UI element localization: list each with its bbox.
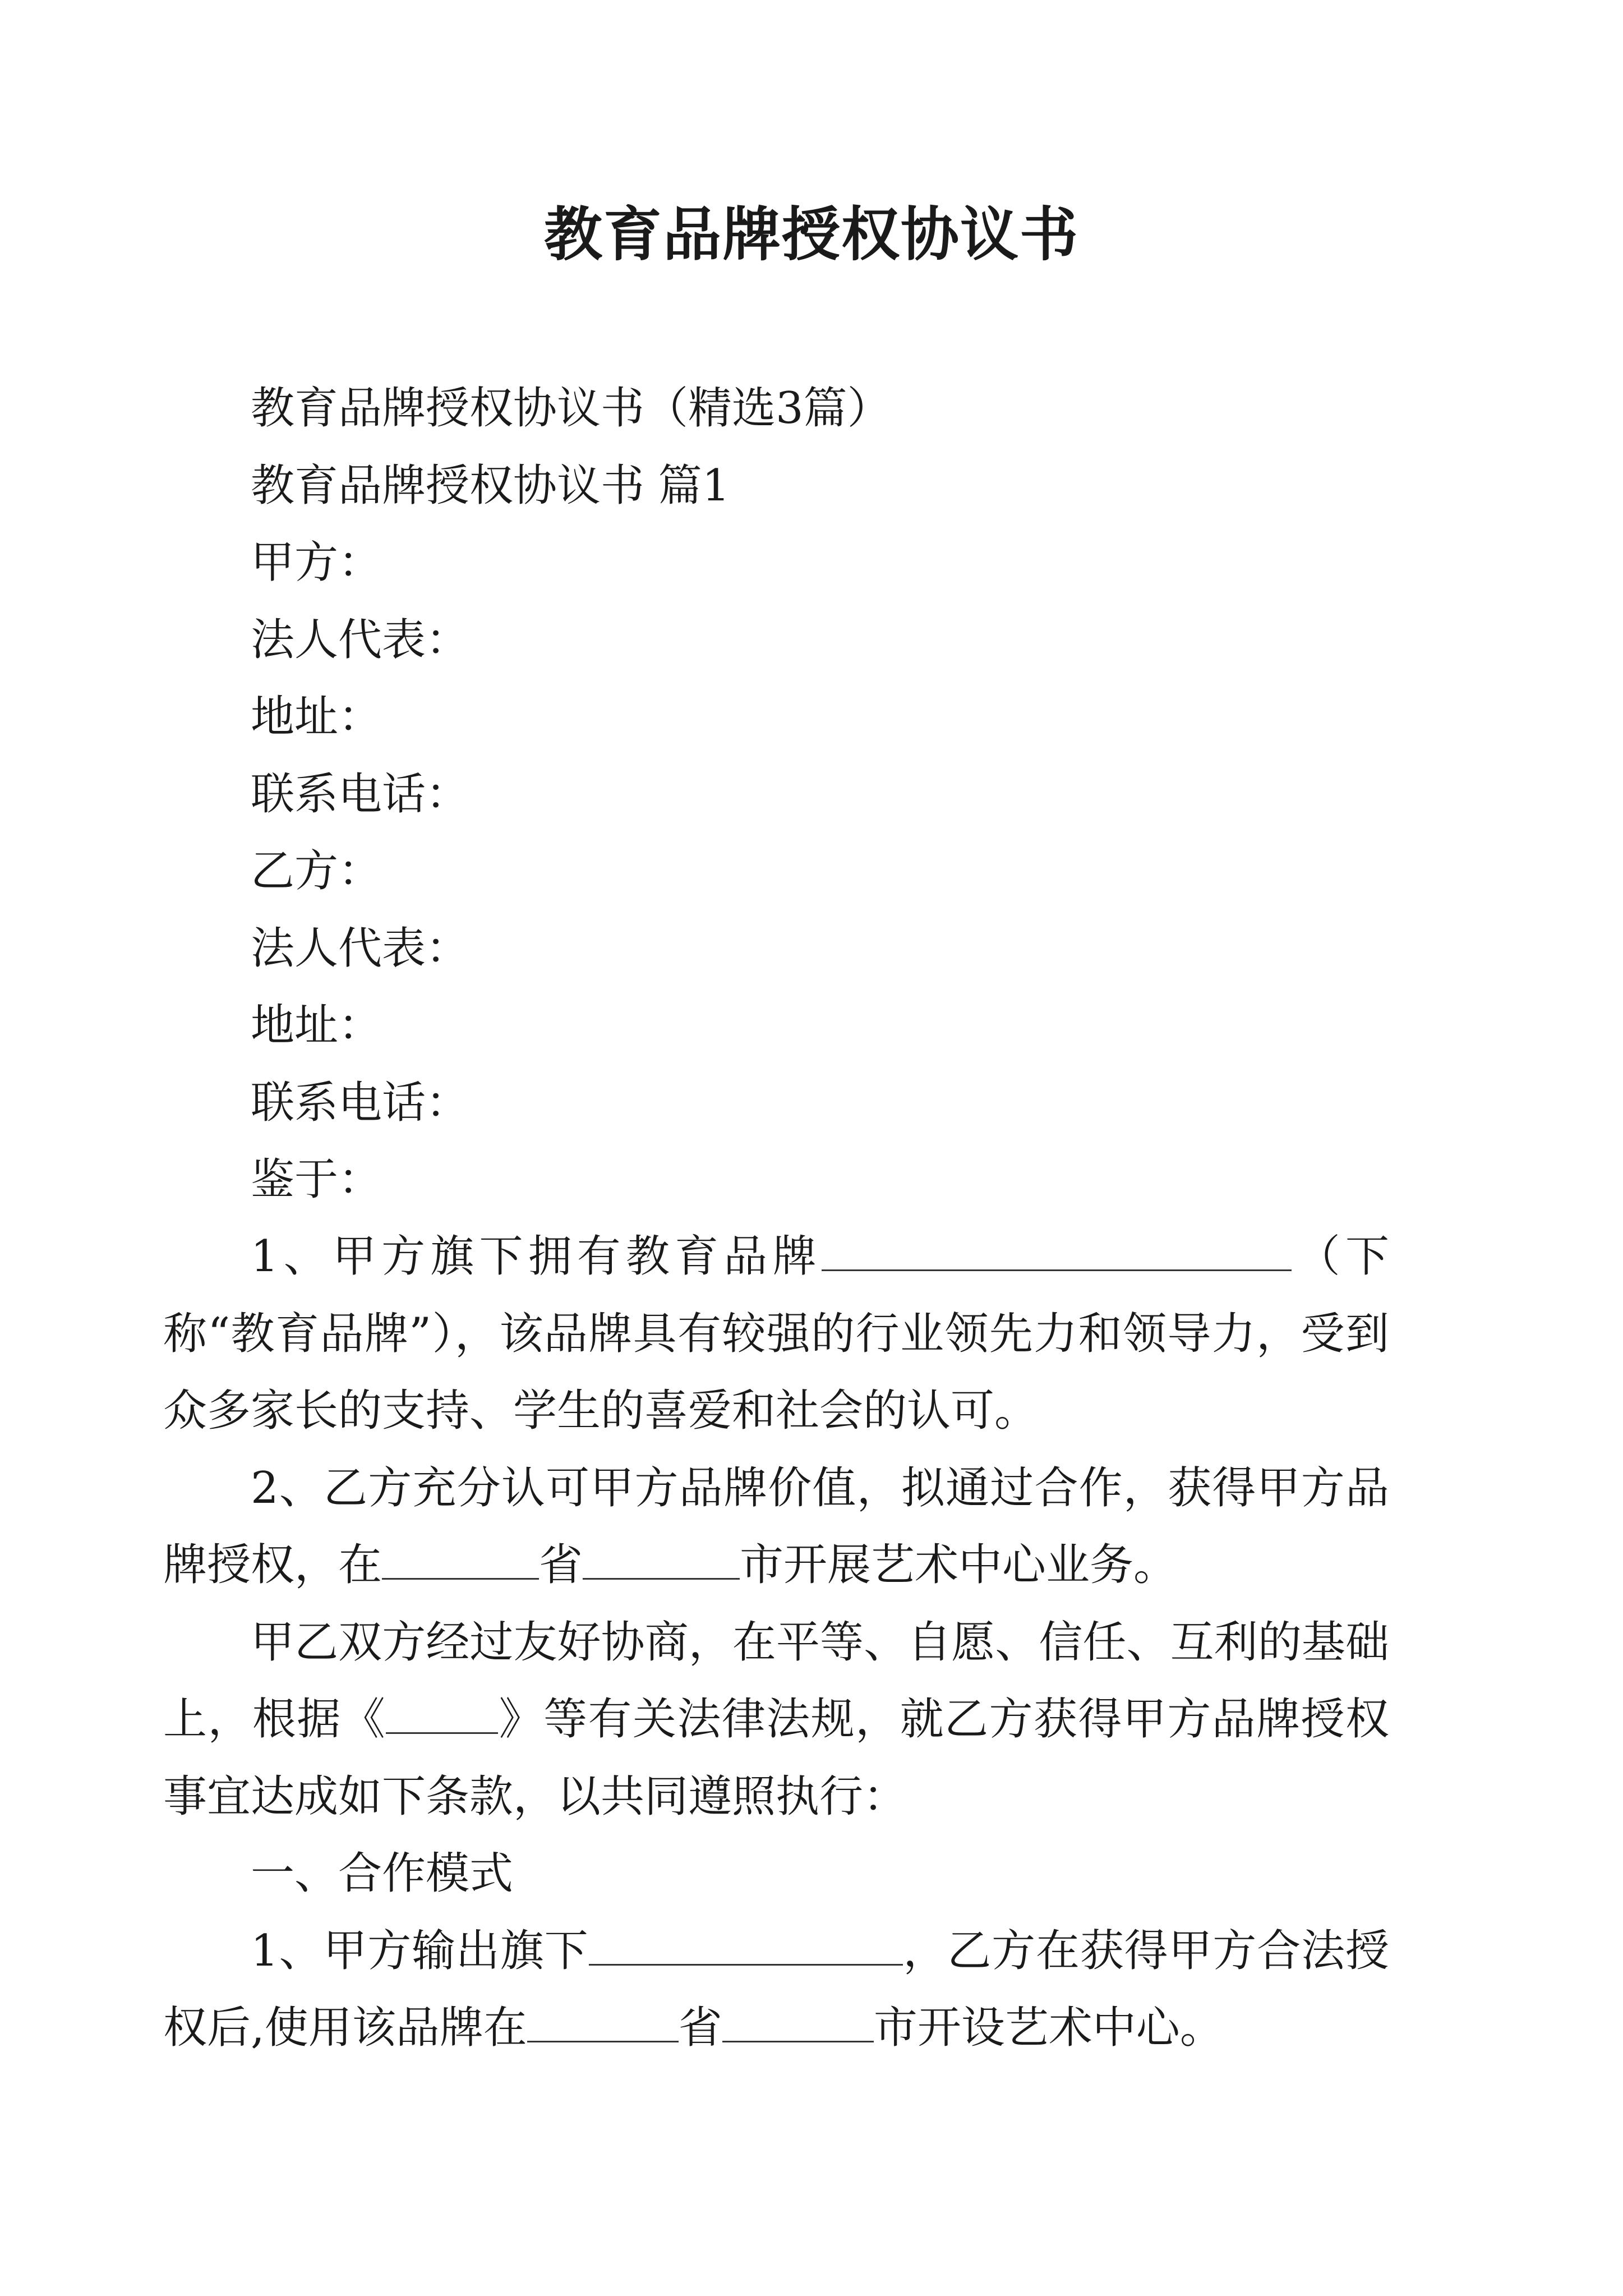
paragraph-4-text-c: 省	[678, 2003, 722, 2053]
document-paragraphs	[163, 1218, 1389, 2067]
section-heading-cooperation-mode: 一、合作模式	[251, 1848, 514, 1899]
document-title: 教育品牌授权协议书	[543, 200, 1079, 269]
paragraph-4-text-a: 1、甲方输出旗下	[251, 1925, 589, 1976]
party-a-phone-line: 联系电话：	[251, 769, 470, 820]
party-b-line: 乙方：	[251, 846, 382, 896]
law-name-blank	[386, 1693, 498, 1734]
paragraph-1-text-a: 1、甲方旗下拥有教育品牌	[251, 1231, 822, 1282]
party-b-phone-line: 联系电话：	[251, 1077, 470, 1128]
paragraph-1	[163, 1218, 1389, 1450]
product-blank	[589, 1925, 903, 1966]
party-b-address-line: 地址：	[251, 1000, 382, 1051]
paragraph-2-text-a: 2、乙方充分认可甲方品牌价值，拟通过合作，获得甲方品牌授权，在	[163, 1462, 1389, 1590]
paragraph-3-text-a: 甲乙双方经过友好协商，在平等、自愿、信任、互利的基础上，根据《	[163, 1617, 1389, 1745]
paragraph-4-text-b: ，乙方在获得甲方合法授权后,使用该品牌在	[163, 1925, 1389, 2053]
paragraph-3	[163, 1604, 1389, 1836]
paragraph-2-text-c: 市开展艺术中心业务。	[740, 1540, 1178, 1590]
document-body	[251, 370, 1389, 1219]
province-blank	[382, 1539, 539, 1580]
whereas-line: 鉴于：	[251, 1154, 382, 1205]
party-a-address-line: 地址：	[251, 692, 382, 742]
brand-name-blank	[822, 1230, 1292, 1271]
paragraph-2-text-b: 省	[539, 1540, 583, 1590]
city-blank	[583, 1539, 740, 1580]
chapter-heading: 教育品牌授权协议书 篇1	[251, 460, 730, 511]
paragraph-4	[163, 1913, 1389, 2067]
paragraph-3-text-b: 》等有关法律法规，就乙方获得甲方品牌授权事宜达成如下条款，以共同遵照执行：	[163, 1694, 1389, 1822]
party-a-line: 甲方：	[251, 537, 382, 588]
party-a-representative-line: 法人代表：	[251, 614, 470, 665]
paragraph-2	[163, 1450, 1389, 1604]
paragraph-4-text-d: 市开设艺术中心。	[873, 2003, 1224, 2053]
subtitle-line: 教育品牌授权协议书（精选3篇）	[251, 383, 891, 434]
province-blank-2	[527, 2001, 679, 2042]
city-blank-2	[722, 2001, 874, 2042]
paragraph-1-text-b: （下称“教育品牌”），该品牌具有较强的行业领先力和领导力，受到众多家长的支持、学生的喜爱和社会的认可。	[163, 1231, 1389, 1436]
party-b-representative-line: 法人代表：	[251, 923, 470, 974]
